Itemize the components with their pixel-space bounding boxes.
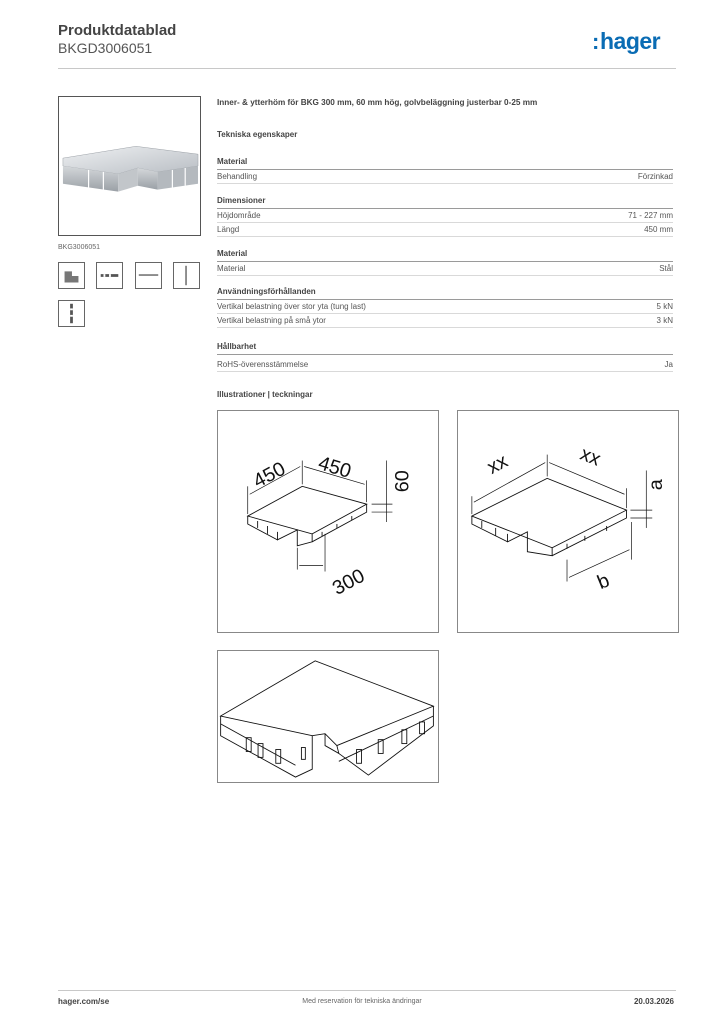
spec-row (217, 170, 673, 184)
front-view-icon (174, 263, 199, 288)
spec-section-title: Material (217, 249, 673, 262)
document-title: Produktdatablad (58, 22, 177, 39)
thumbnail-4[interactable] (173, 262, 200, 289)
top-view-icon (136, 263, 161, 288)
product-image-caption: BKG3006051 (58, 244, 101, 251)
spec-section-material (217, 157, 673, 184)
header-divider (58, 68, 676, 69)
side-view-icon (97, 263, 122, 288)
spec-section-title: Hållbarhet (217, 342, 673, 355)
brand-prefix: : (592, 29, 600, 54)
end-view-icon (59, 301, 84, 326)
spec-section-material-2 (217, 249, 673, 276)
thumbnail-5[interactable] (58, 300, 85, 327)
corner-drawing-1 (218, 411, 438, 632)
dim-label-right: xx (577, 442, 604, 471)
product-image (59, 97, 200, 235)
corner-shape-icon (59, 263, 84, 288)
spec-section-title: Användningsförhållanden (217, 287, 673, 300)
spec-value: 5 kN (656, 302, 673, 311)
spec-section-title: Dimensioner (217, 196, 673, 209)
spec-value: 450 mm (644, 225, 673, 234)
dim-label-left: xx (483, 450, 512, 479)
footer-divider (58, 990, 676, 991)
illustrations-heading: Illustrationer | teckningar (217, 390, 313, 399)
brand-name: hager (600, 28, 661, 54)
corner-drawing-3 (218, 651, 438, 782)
spec-row (217, 300, 673, 314)
spec-value: 3 kN (656, 316, 673, 325)
thumbnail-2[interactable] (96, 262, 123, 289)
spec-value: Stål (659, 264, 673, 273)
dimension-drawing-1[interactable] (217, 410, 439, 633)
spec-section-usage (217, 287, 673, 328)
spec-row (217, 314, 673, 328)
spec-section-title: Material (217, 157, 673, 170)
dim-label-left: 450 (249, 457, 290, 493)
dimension-drawing-2[interactable] (457, 410, 679, 633)
spec-section-dimensions (217, 196, 673, 237)
dim-label-height: a (645, 479, 668, 491)
thumbnail-1[interactable] (58, 262, 85, 289)
product-code: BKGD3006051 (58, 40, 153, 56)
product-photo[interactable] (58, 96, 201, 236)
spec-value: 71 - 227 mm (628, 211, 673, 220)
spec-label: Vertikal belastning på små ytor (217, 316, 326, 325)
footer-note: Med reservation för tekniska ändringar (302, 998, 422, 1005)
spec-row (217, 223, 673, 237)
spec-row (217, 358, 673, 372)
spec-label: Vertikal belastning över stor yta (tung last) (217, 302, 366, 311)
spec-label: Längd (217, 225, 240, 234)
footer-date: 20.03.2026 (633, 997, 674, 1006)
specs-heading: Tekniska egenskaper (217, 130, 298, 139)
dim-label-bottom: 300 (328, 564, 369, 600)
spec-section-sustainability (217, 342, 673, 372)
spec-label: RoHS-överensstämmelse (217, 360, 309, 369)
dim-label-right: 450 (315, 452, 354, 483)
spec-row (217, 262, 673, 276)
spec-value: Ja (664, 360, 673, 369)
spec-value: Förzinkad (637, 172, 673, 181)
thumbnail-3[interactable] (135, 262, 162, 289)
product-description: Inner- & ytterhöm för BKG 300 mm, 60 mm hög, golvbeläggning justerbar 0-25 mm (217, 98, 538, 107)
hager-logo (592, 28, 676, 56)
corner-drawing-2 (458, 411, 678, 632)
spec-label: Höjdområde (217, 211, 261, 220)
perspective-drawing[interactable] (217, 650, 439, 783)
spec-label: Behandling (217, 172, 258, 181)
dim-label-height: 60 (391, 470, 414, 493)
dim-label-bottom: b (594, 569, 613, 595)
spec-label: Material (217, 264, 246, 273)
footer-website[interactable]: hager.com/se (58, 997, 110, 1006)
spec-row (217, 209, 673, 223)
